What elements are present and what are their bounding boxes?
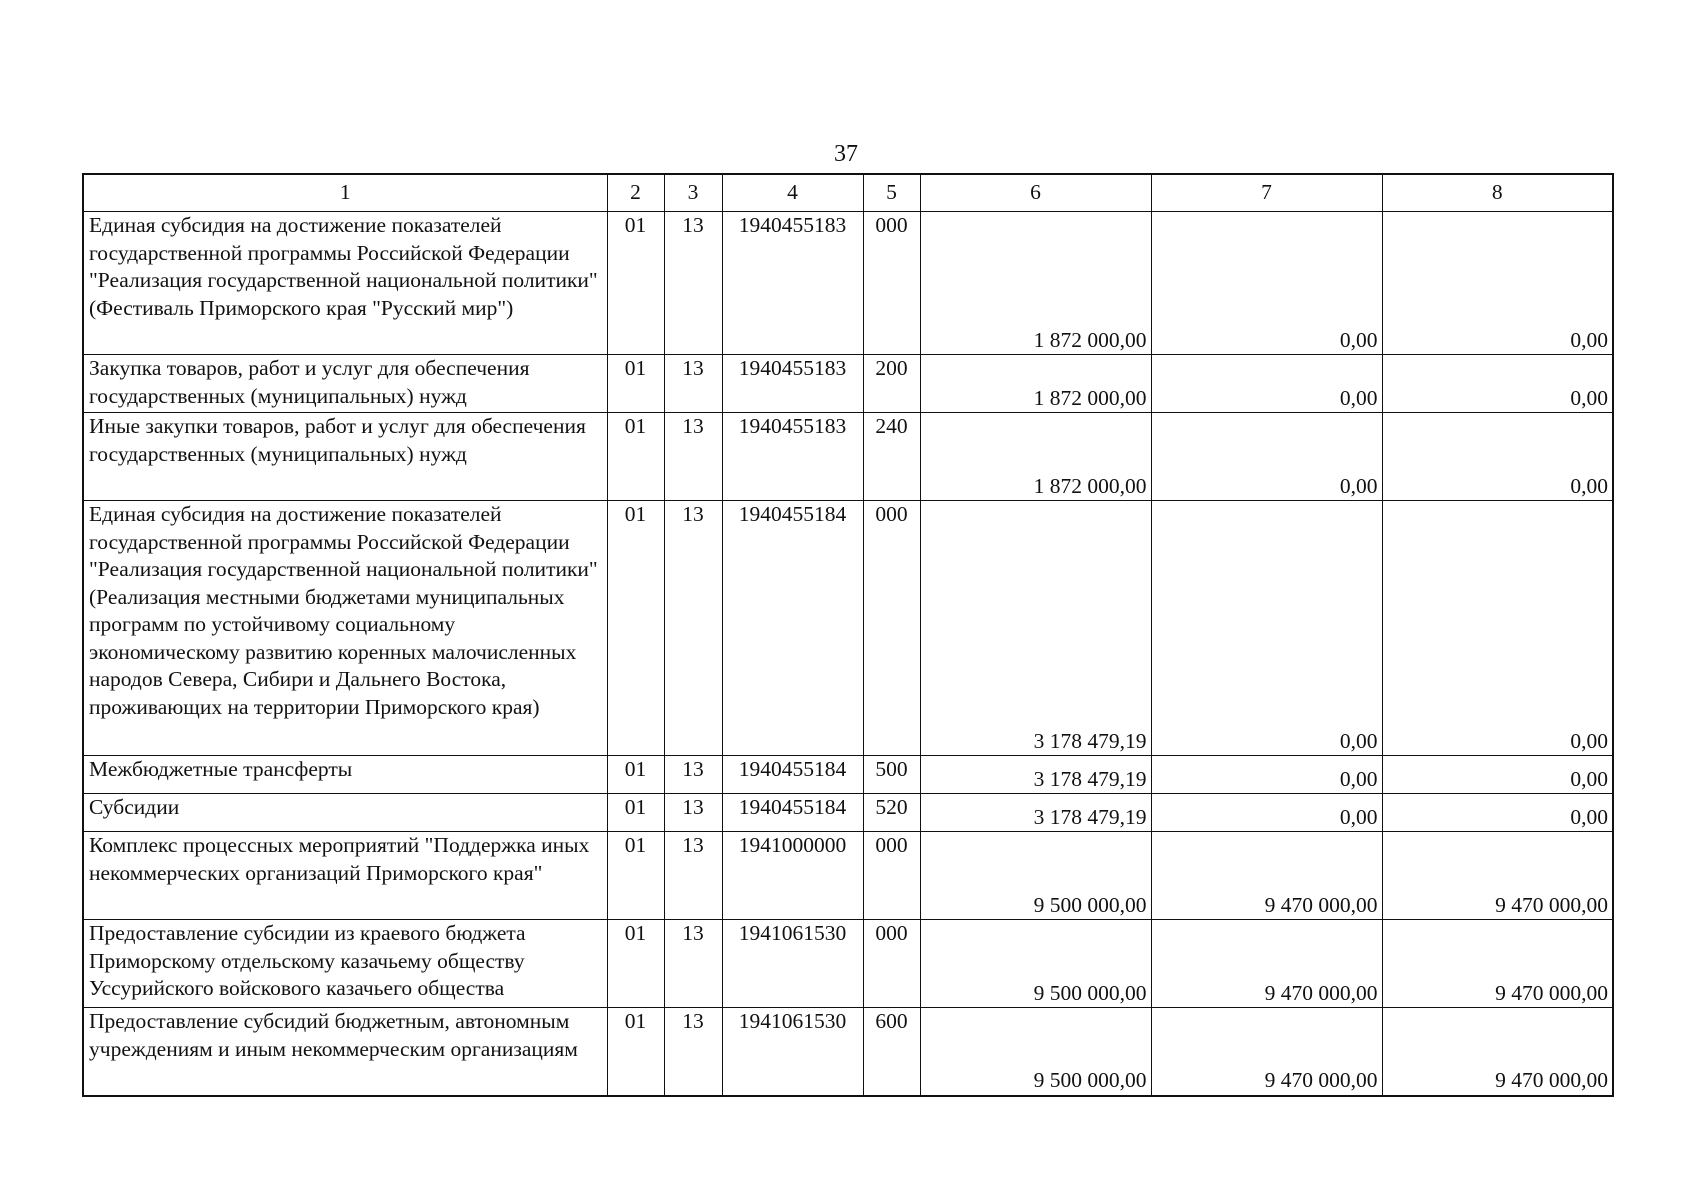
page-number: 37 <box>834 141 858 167</box>
row-target-code: 1940455183 <box>722 212 863 355</box>
budget-table <box>82 173 1614 1097</box>
row-section-code: 01 <box>607 1008 664 1096</box>
row-amount-8: 0,00 <box>1382 794 1613 832</box>
row-amount-7: 0,00 <box>1151 756 1382 794</box>
row-amount-6: 3 178 479,19 <box>920 794 1151 832</box>
row-subsection-code: 13 <box>664 794 722 832</box>
row-amount-7: 9 470 000,00 <box>1151 920 1382 1008</box>
row-amount-8: 0,00 <box>1382 501 1613 756</box>
table-row <box>83 832 1613 920</box>
row-name: Межбюджетные трансферты <box>83 756 607 794</box>
table-row <box>83 355 1613 413</box>
table-row <box>83 501 1613 756</box>
row-amount-8: 0,00 <box>1382 756 1613 794</box>
row-name: Предоставление субсидии из краевого бюджета Приморскому отдельскому казачьему обществу Уссурийского войскового казачьего общества <box>83 920 607 1008</box>
row-expense-type: 000 <box>863 920 920 1008</box>
row-amount-6: 1 872 000,00 <box>920 212 1151 355</box>
row-amount-6: 9 500 000,00 <box>920 832 1151 920</box>
column-header: 7 <box>1151 174 1382 212</box>
row-subsection-code: 13 <box>664 832 722 920</box>
row-name: Единая субсидия на достижение показателей государственной программы Российской Федерации "Реализация государственной национальной политики" (Фестиваль Приморского края "Русский мир") <box>83 212 607 355</box>
column-header: 4 <box>722 174 863 212</box>
row-amount-6: 9 500 000,00 <box>920 920 1151 1008</box>
table-row <box>83 920 1613 1008</box>
row-amount-6: 3 178 479,19 <box>920 501 1151 756</box>
row-section-code: 01 <box>607 756 664 794</box>
row-target-code: 1941000000 <box>722 832 863 920</box>
table-row <box>83 756 1613 794</box>
row-amount-6: 1 872 000,00 <box>920 413 1151 501</box>
row-name: Субсидии <box>83 794 607 832</box>
row-subsection-code: 13 <box>664 501 722 756</box>
row-name: Комплекс процессных мероприятий "Поддержка иных некоммерческих организаций Приморского края" <box>83 832 607 920</box>
row-target-code: 1940455183 <box>722 355 863 413</box>
row-expense-type: 200 <box>863 355 920 413</box>
column-header: 6 <box>920 174 1151 212</box>
row-amount-6: 3 178 479,19 <box>920 756 1151 794</box>
row-target-code: 1941061530 <box>722 920 863 1008</box>
column-header: 2 <box>607 174 664 212</box>
row-amount-8: 0,00 <box>1382 413 1613 501</box>
row-subsection-code: 13 <box>664 756 722 794</box>
header-row <box>83 174 1613 212</box>
column-header: 8 <box>1382 174 1613 212</box>
row-section-code: 01 <box>607 212 664 355</box>
row-name: Закупка товаров, работ и услуг для обеспечения государственных (муниципальных) нужд <box>83 355 607 413</box>
row-subsection-code: 13 <box>664 212 722 355</box>
row-expense-type: 000 <box>863 212 920 355</box>
row-amount-7: 9 470 000,00 <box>1151 832 1382 920</box>
row-amount-7: 0,00 <box>1151 794 1382 832</box>
row-name: Единая субсидия на достижение показателей государственной программы Российской Федерации "Реализация государственной национальной политики" (Реализация местными бюджетами муниципальных программ по устойчивому социальному экономическому развитию коренных малочисленных народов Севера, Сибири и Дальнего Востока, проживающих на территории Приморского края) <box>83 501 607 756</box>
row-section-code: 01 <box>607 501 664 756</box>
row-amount-8: 9 470 000,00 <box>1382 1008 1613 1096</box>
row-expense-type: 000 <box>863 501 920 756</box>
table-row <box>83 794 1613 832</box>
row-target-code: 1941061530 <box>722 1008 863 1096</box>
row-subsection-code: 13 <box>664 920 722 1008</box>
row-subsection-code: 13 <box>664 1008 722 1096</box>
row-amount-7: 9 470 000,00 <box>1151 1008 1382 1096</box>
row-section-code: 01 <box>607 413 664 501</box>
row-target-code: 1940455184 <box>722 756 863 794</box>
table-row <box>83 212 1613 355</box>
row-amount-6: 9 500 000,00 <box>920 1008 1151 1096</box>
row-subsection-code: 13 <box>664 413 722 501</box>
row-target-code: 1940455183 <box>722 413 863 501</box>
row-section-code: 01 <box>607 832 664 920</box>
row-target-code: 1940455184 <box>722 794 863 832</box>
row-amount-7: 0,00 <box>1151 501 1382 756</box>
row-expense-type: 500 <box>863 756 920 794</box>
row-amount-8: 0,00 <box>1382 212 1613 355</box>
row-amount-7: 0,00 <box>1151 355 1382 413</box>
row-amount-7: 0,00 <box>1151 413 1382 501</box>
row-amount-8: 0,00 <box>1382 355 1613 413</box>
column-header: 5 <box>863 174 920 212</box>
column-header: 3 <box>664 174 722 212</box>
column-header: 1 <box>83 174 607 212</box>
row-expense-type: 000 <box>863 832 920 920</box>
row-amount-8: 9 470 000,00 <box>1382 920 1613 1008</box>
row-amount-6: 1 872 000,00 <box>920 355 1151 413</box>
row-name: Иные закупки товаров, работ и услуг для обеспечения государственных (муниципальных) нужд <box>83 413 607 501</box>
row-subsection-code: 13 <box>664 355 722 413</box>
row-section-code: 01 <box>607 794 664 832</box>
row-amount-8: 9 470 000,00 <box>1382 832 1613 920</box>
row-section-code: 01 <box>607 355 664 413</box>
row-expense-type: 600 <box>863 1008 920 1096</box>
table-row <box>83 413 1613 501</box>
row-name: Предоставление субсидий бюджетным, автономным учреждениям и иным некоммерческим организациям <box>83 1008 607 1096</box>
row-target-code: 1940455184 <box>722 501 863 756</box>
table-row <box>83 1008 1613 1096</box>
row-expense-type: 240 <box>863 413 920 501</box>
row-expense-type: 520 <box>863 794 920 832</box>
row-amount-7: 0,00 <box>1151 212 1382 355</box>
row-section-code: 01 <box>607 920 664 1008</box>
